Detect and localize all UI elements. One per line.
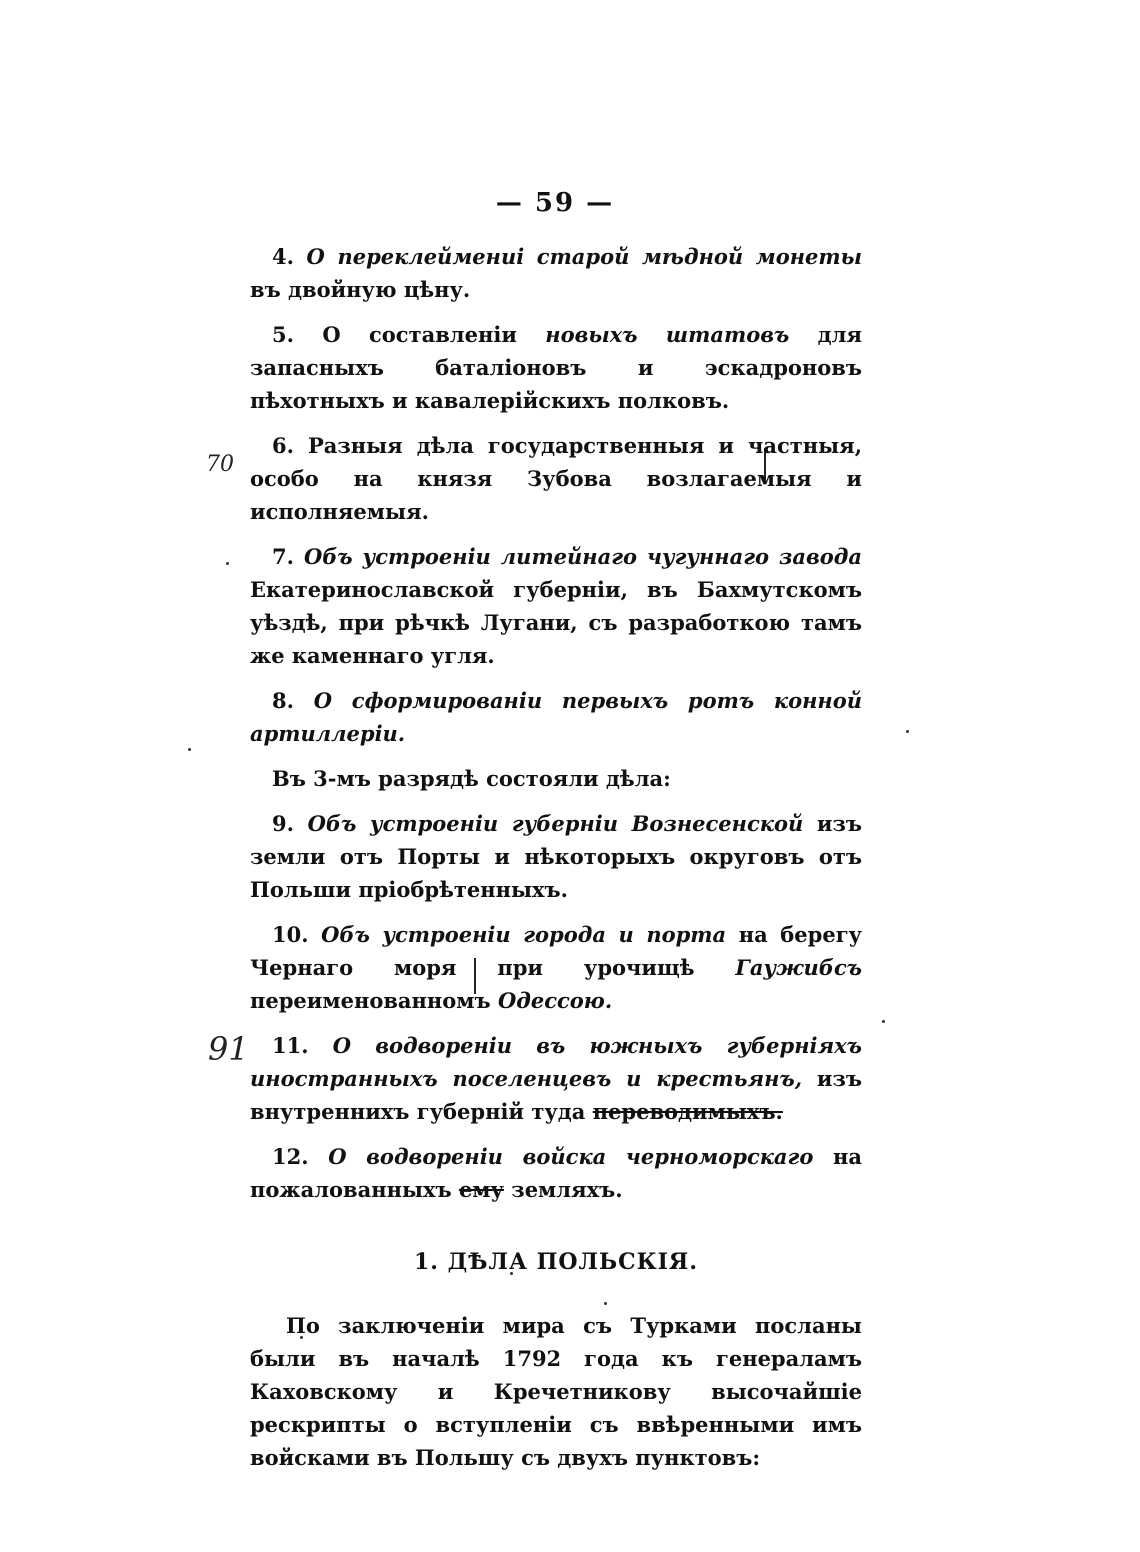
speck [882,1020,885,1023]
list-item [250,429,862,528]
item-number: 11. [272,1033,309,1058]
item-text: Разныя дѣла государственныя и частныя, особо на князя Зубова возлагаемыя и исполняемыя. [250,433,862,524]
margin-note-70: 70 [206,452,234,477]
item-title: О водвореніи въ южныхъ губерніяхъ иностранныхъ поселенцевъ и крестьянъ, [250,1033,862,1091]
item-title: новыхъ штатовъ [545,322,790,347]
list-item [250,1029,862,1128]
item-place: Одессою. [497,988,613,1013]
item-text: на берегу Чернаго моря при урочищѣ [250,922,863,980]
item-title: О переклеймениі старой мѣдной монеты [306,244,862,269]
item-text: на пожалованныхъ [250,1144,863,1202]
item-place: Гаужибсъ [735,955,862,980]
item-number: 12. [272,1144,309,1169]
item-text: О составленіи [293,322,546,347]
item-text: въ двойную цѣну. [250,277,471,302]
item-title: Объ устроеніи города и порта [321,922,727,947]
list-item [250,540,862,672]
item-text: переименованномъ [250,988,498,1013]
item-title: О водвореніи войска черноморскаго [328,1144,814,1169]
item-number: 5. [272,322,294,347]
section-label: Въ 3-мъ разрядѣ состояли дѣла: [272,766,671,791]
list-item [250,1140,862,1206]
list-item [250,240,862,306]
body-text [250,240,862,1495]
item-text: земляхъ. [503,1177,623,1202]
item-number: 4. [272,244,294,269]
item-number: 7. [272,544,294,569]
item-title: Объ устроеніи литейнаго чугуннаго завода [303,544,863,569]
list-item [250,807,862,906]
margin-note-91: 91 [208,1030,249,1068]
page-number: — 59 — [495,188,615,218]
speck [188,748,191,751]
item-number: 6. [272,433,294,458]
struck-word: ему [458,1177,504,1202]
item-number: 9. [272,811,294,836]
item-text: изъ внутреннихъ губерній туда [250,1066,862,1124]
list-item [250,684,862,750]
item-text: изъ земли отъ Порты и нѣкоторыхъ округовъ отъ Польши пріобрѣтенныхъ. [250,811,863,902]
speck [226,562,229,565]
list-item [250,318,862,417]
item-text: Екатеринославской губерніи, въ Бахмутскомъ уѣздѣ, при рѣчкѣ Лугани, съ разработкою тамъ же каменнаго угля. [250,577,862,668]
item-text: для запасныхъ баталіоновъ и эскадроновъ пѣхотныхъ и кавалерійскихъ полковъ. [250,322,862,413]
paragraph: По заключеніи мира съ Турками посланы были въ началѣ 1792 года къ генераламъ Каховскому и Кречетникову высочайшіе рескрипты о вступленіи съ ввѣренными имъ войсками въ Польшу съ двухъ пунктовъ: [250,1313,862,1470]
section-heading: 1. ДѢЛА ПОЛЬСКІЯ. [413,1249,698,1275]
speck [906,730,909,733]
item-title: О сформированіи первыхъ ротъ конной артиллеріи. [250,688,863,746]
list-item [250,918,862,1017]
item-title: Объ устроеніи губерніи Вознесенской [307,811,804,836]
item-number: 8. [272,688,294,713]
struck-word: переводимыхъ. [592,1099,783,1124]
item-number: 10. [272,922,309,947]
